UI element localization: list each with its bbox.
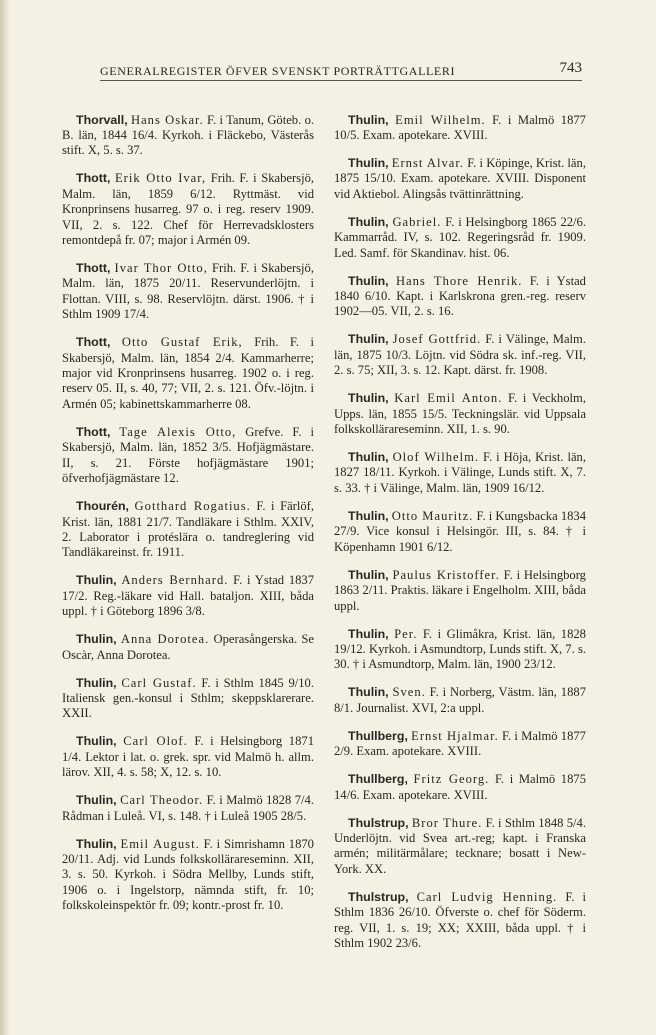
entry-text: F. i Norberg, Västm. län, 1887 8/1. Journalist. XVI, 2:a uppl. [334, 685, 586, 715]
entry-given-names: Emil Wilhelm. [395, 112, 486, 127]
entry-given-names: Gabriel. [392, 214, 442, 229]
entry-given-names: Ernst Hjalmar. [411, 728, 499, 743]
entry-given-names: Carl Olof. [123, 734, 188, 749]
entry-text: Frih. F. i Skabersjö, Malm. län, 1859 6/12. Ryttmäst. vid Kronprinsens husarreg. 97 o. i reg. reserv 1909. VII, 2. s. 122. Chef för Herrevadsklosters remontdepå fr. 07; major i Armén 09. [62, 171, 315, 248]
register-entry [334, 816, 586, 878]
entry-text: F. i Malmö 1875 14/6. Exam. apotekare. XVIII. [334, 772, 586, 802]
entry-text: F. i Sthlm 1845 9/10. Italiensk gen.-konsul i Sthlm; skeppsklarerare. XXII. [62, 675, 315, 721]
entry-text: Grefve. F. i Skabersjö, Malm. län, 1852 3/5. Hofjägmästare. II, s. 21. Förste hofjägmästare 1901; öfverhofjägmästare 12. [62, 424, 314, 486]
entry-surname: Thulin, [76, 734, 117, 749]
register-entry [334, 568, 586, 614]
entry-given-names: Hans Oskar. [130, 112, 204, 127]
entry-text: F. i Helsingborg 1865 22/6. Kammarråd. IV, s. 102. Regeringsråd fr. 1909. Led. Samf. för Skandinav. hist. 06. [334, 214, 586, 260]
register-entry [62, 261, 314, 323]
entry-text: F. i Tanum, Göteb. o. B. län, 1844 16/4. Kyrkoh. i Fläckebo, Västerås stift. X, 5. s. 37. [62, 112, 315, 158]
register-entry [334, 332, 586, 378]
register-entry [62, 837, 314, 914]
left-column [62, 100, 314, 920]
register-entry [62, 425, 314, 487]
entry-surname: Thulstrup, [348, 815, 409, 830]
entry-surname: Thulin, [76, 632, 117, 647]
entry-surname: Thulin, [348, 214, 389, 229]
entry-surname: Thott, [76, 424, 111, 439]
entry-surname: Thott, [76, 261, 111, 276]
register-entry [62, 171, 314, 248]
entry-text: F. i Veckholm, Upps. län, 1855 15/5. Teckningslär. vid Uppsala folkskollärareseminn. XII, 1. s. 90. [334, 391, 586, 437]
entry-text: F. i Köpinge, Krist. län, 1875 15/10. Exam. apotekare. XVIII. Disponent vid Aktiebol. Alingsås tvättinrättning. [334, 156, 586, 201]
entry-surname: Thulin, [348, 273, 389, 288]
register-entry [62, 335, 314, 412]
entry-text: F. i Sthlm 1848 5/4. Underlöjtn. vid Svea art.-reg; kapt. i Franska armén; militärmålare; tecknare; bosatt i New-York. XX. [334, 815, 586, 876]
entry-text: F. i Välinge, Malm. län, 1875 10/3. Löjtn. vid Södra sk. inf.-reg. VII, 2. s. 75; XII, 3. s. 12. Kapt. därst. fr. 1908. [334, 332, 586, 378]
entry-surname: Thott, [76, 171, 111, 186]
register-entry [62, 573, 314, 619]
register-entry [62, 734, 314, 780]
entry-text: F. i Kungsbacka 1834 27/9. Vice konsul i Helsingör. III, s. 84. † i Köpenhamn 1901 6/12. [334, 508, 587, 554]
register-entry [334, 450, 586, 496]
entry-surname: Thulin, [348, 391, 389, 406]
right-column [334, 100, 586, 957]
entry-text: F. i Ystad 1840 6/10. Kapt. i Karlskrona gren.-reg. reserv 1902—05. VII, 2. s. 16. [334, 273, 586, 319]
entry-text: Frih. F. i Skabersjö, Malm. län, 1875 20/11. Reservunderlöjtn. i Flottan. VIII, s. 98. Reservlöjtn. därst. 1906. † i Sthlm 1909 17/4. [62, 261, 315, 322]
register-entry [334, 215, 586, 261]
register-entry [334, 509, 586, 555]
entry-text: F. i Glimåkra, Krist. län, 1828 19/12. Kyrkoh. i Asmundtorp, Lunds stift. X, 7. s. 30. † i Asmundtorp, Malm. län, 1900 23/12. [334, 626, 586, 672]
register-entry [62, 113, 314, 159]
entry-given-names: Otto Gustaf Erik, [121, 335, 243, 350]
entry-given-names: Anna Dorotea. [120, 632, 210, 647]
register-entry [62, 676, 314, 722]
entry-surname: Thulin, [76, 675, 117, 690]
register-entry [334, 113, 586, 144]
entry-surname: Thulin, [348, 626, 389, 641]
entry-given-names: Karl Emil Anton. [394, 391, 503, 406]
entry-given-names: Ernst Alvar. [391, 156, 464, 170]
entry-given-names: Anders Bernhard. [121, 573, 229, 588]
entry-given-names: Gotthard Rogatius. [134, 499, 251, 514]
entry-surname: Thulstrup, [348, 889, 409, 904]
entry-text: F. i Malmö 1828 7/4. Rådman i Luleå. VI, s. 148. † i Luleå 1905 28/5. [62, 793, 314, 823]
entry-surname: Thourén, [76, 499, 129, 514]
entry-given-names: Otto Mauritz. [391, 508, 474, 523]
entry-surname: Thott, [76, 335, 111, 350]
entry-surname: Thulin, [348, 567, 389, 582]
entry-surname: Thulin, [76, 573, 117, 588]
entry-text: Operasångerska. Se Oscàr, Anna Dorotea. [62, 632, 314, 662]
page-number: 743 [559, 60, 582, 76]
entry-given-names: Hans Thore Henrik. [395, 273, 523, 288]
register-entry [334, 274, 586, 320]
register-entry [62, 499, 314, 561]
register-entry [334, 156, 586, 202]
entry-given-names: Tage Alexis Otto, [119, 424, 237, 439]
entry-given-names: Erik Otto Ivar, [114, 171, 207, 186]
entry-given-names: Fritz Georg. [413, 772, 490, 787]
entry-surname: Thulin, [348, 332, 389, 347]
entry-text: F. i Helsingborg 1871 1/4. Lektor i lat. o. grek. spr. vid Malmö h. allm. lärov. XII, 4. s. 58; X, 12. s. 10. [62, 734, 314, 780]
entry-given-names: Bror Thure. [411, 815, 483, 830]
entry-text: F. i Helsingborg 1863 2/11. Praktis. läkare i Engelholm. XIII, båda uppl. [334, 567, 586, 613]
running-header [100, 60, 582, 81]
register-entry [334, 772, 586, 803]
entry-given-names: Paulus Kristoffer. [392, 567, 500, 582]
entry-given-names: Josef Gottfrid. [392, 332, 482, 347]
entry-text: F. i Höja, Krist. län, 1827 18/11. Kyrkoh. i Välinge, Lunds stift. X, 7. s. 33. † i Välinge, Malm. län, 1909 16/12. [334, 450, 586, 495]
entry-surname: Thullberg, [348, 772, 408, 787]
entry-text: F. i Malmö 1877 10/5. Exam. apotekare. XVIII. [334, 112, 586, 142]
entry-surname: Thulin, [76, 836, 117, 851]
register-entry [334, 729, 586, 760]
entry-surname: Thulin, [348, 112, 389, 127]
entry-surname: Thulin, [348, 508, 389, 523]
entry-text: F. i Färlöf, Krist. län, 1881 21/7. Tandläkare i Sthlm. XXIV, 2. Laborator i protéslära o. tandreglering vid Tandläkareinst. fr. 1911. [62, 499, 314, 560]
header-title: GENERALREGISTER ÖFVER SVENSKT PORTRÄTTGALLERI [100, 64, 456, 78]
register-entry [334, 627, 586, 673]
entry-given-names: Emil August. [120, 836, 200, 851]
register-entry [334, 685, 586, 716]
entry-surname: Thulin, [348, 685, 389, 700]
entry-text: F. i Malmö 1877 2/9. Exam. apotekare. XVIII. [334, 728, 586, 759]
entry-surname: Thulin, [348, 450, 389, 465]
entry-surname: Thullberg, [348, 728, 408, 743]
entry-given-names: Carl Ludvig Henning. [416, 889, 558, 904]
entry-text: F. i Simrishamn 1870 20/11. Adj. vid Lunds folkskollärareseminn. XII, 3. s. 50. Kyrkoh. i Södra Mellby, Lunds stift, 1906 o. i Ingelstorp, nämnda stift, fr. 10; folkskoleinspektör fr. 09; kontr.-prost fr. 10. [62, 836, 314, 913]
entry-given-names: Sven. [392, 685, 426, 700]
register-entry [334, 391, 586, 437]
entry-surname: Thulin, [348, 156, 389, 170]
entry-text: Frih. F. i Skabersjö, Malm. län, 1854 2/4. Kammarherre; major vid Kronprinsens husarreg. 1902 o. i reg. reserv 05. II, s. 40, 77; VII, 2. s. 121. Öfv.-löjtn. i Armén 05; kabinettskammarherre 08. [62, 335, 314, 411]
register-entry [62, 793, 314, 824]
register-entry [334, 890, 586, 952]
entry-given-names: Ivar Thor Otto, [114, 261, 208, 276]
entry-text: F. i Ystad 1837 17/2. Reg.-läkare vid Hall. bataljon. XIII, båda uppl. † i Göteborg 1896 3/8. [62, 573, 315, 619]
entry-given-names: Olof Wilhelm. [392, 450, 480, 465]
register-entry [62, 632, 314, 663]
page-edge-shadow [0, 0, 10, 1035]
entry-surname: Thorvall, [76, 112, 128, 127]
entry-text: F. i Sthlm 1836 26/10. Öfverste o. chef för Söderm. reg. VII, 1. s. 19; XX; XXIII, båda uppl. † i Sthlm 1902 23/6. [334, 889, 587, 950]
entry-given-names: Carl Gustaf. [121, 675, 197, 690]
entry-given-names: Carl Theodor. [120, 793, 204, 808]
entry-given-names: Per. [394, 626, 418, 641]
entry-surname: Thulin, [76, 793, 117, 808]
